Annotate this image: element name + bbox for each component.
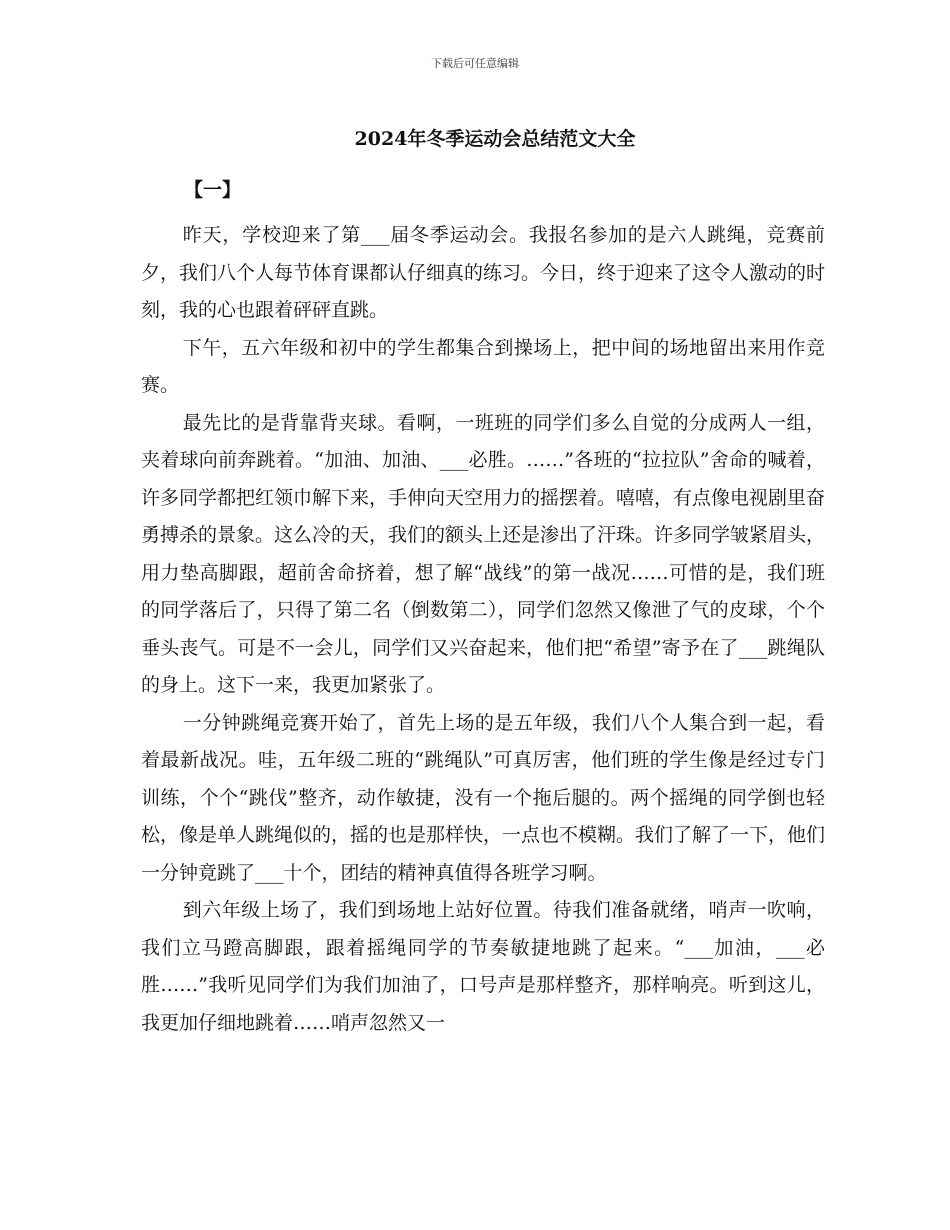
document-body (141, 217, 825, 1042)
paragraph: 昨天，学校迎来了第___届冬季运动会。我报名参加的是六人跳绳，竞赛前夕，我们八个人每节体育课都认仔细真的练习。今日，终于迎来了这令人激动的时刻，我的心也跟着砰砰直跳。 (141, 224, 826, 321)
page-header-note: 下载后可任意编辑 (431, 57, 519, 70)
section-label: 【一】 (184, 179, 242, 201)
paragraph: 一分钟跳绳竞赛开始了，首先上场的是五年级，我们八个人集合到一起，看着最新战况。哇，五年级二班的“跳绳队”可真厉害，他们班的学生像是经过专门训练，个个“跳伐”整齐，动作敏捷，没有一个拖后腿的。两个摇绳的同学倒也轻松，像是单人跳绳似的，摇的也是那样快，一点也不模糊。我们了解了一下，他们一分钟竟跳了___十个，团结的精神真值得各班学习啊。 (141, 711, 826, 884)
paragraph: 到六年级上场了，我们到场地上站好位置。待我们准备就绪，哨声一吹响，我们立马蹬高脚跟，跟着摇绳同学的节奏敏捷地跳了起来。“___加油，___必胜……”我听见同学们为我们加油了，口号声是那样整齐，那样响亮。听到这儿，我更加仔细地跳着……哨声忽然又一 (141, 899, 825, 1034)
paragraph: 下午，五六年级和初中的学生都集合到操场上，把中间的场地留出来用作竞赛。 (141, 336, 825, 396)
paragraph: 最先比的是背靠背夹球。看啊，一班班的同学们多么自觉的分成两人一组，夹着球向前奔跳着。“加油、加油、___必胜。……”各班的“拉拉队”舍命的喊着，许多同学都把红领巾解下来，手伸向天空用力的摇摆着。嘻嘻，有点像电视剧里奋勇搏杀的景象。这么冷的天，我们的额头上还是渗出了汗珠。许多同学皱紧眉头，用力垫高脚跟，超前舍命挤着，想了解“战线”的第一战况……可惜的是，我们班的同学落后了，只得了第二名（倒数第二），同学们忽然又像泄了气的皮球，个个垂头丧气。可是不一会儿，同学们又兴奋起来，他们把“希望”寄予在了___跳绳队的身上。这下一来，我更加紧张了。 (141, 411, 826, 696)
document-title: 2024年冬季运动会总结范文大全 (354, 128, 636, 150)
